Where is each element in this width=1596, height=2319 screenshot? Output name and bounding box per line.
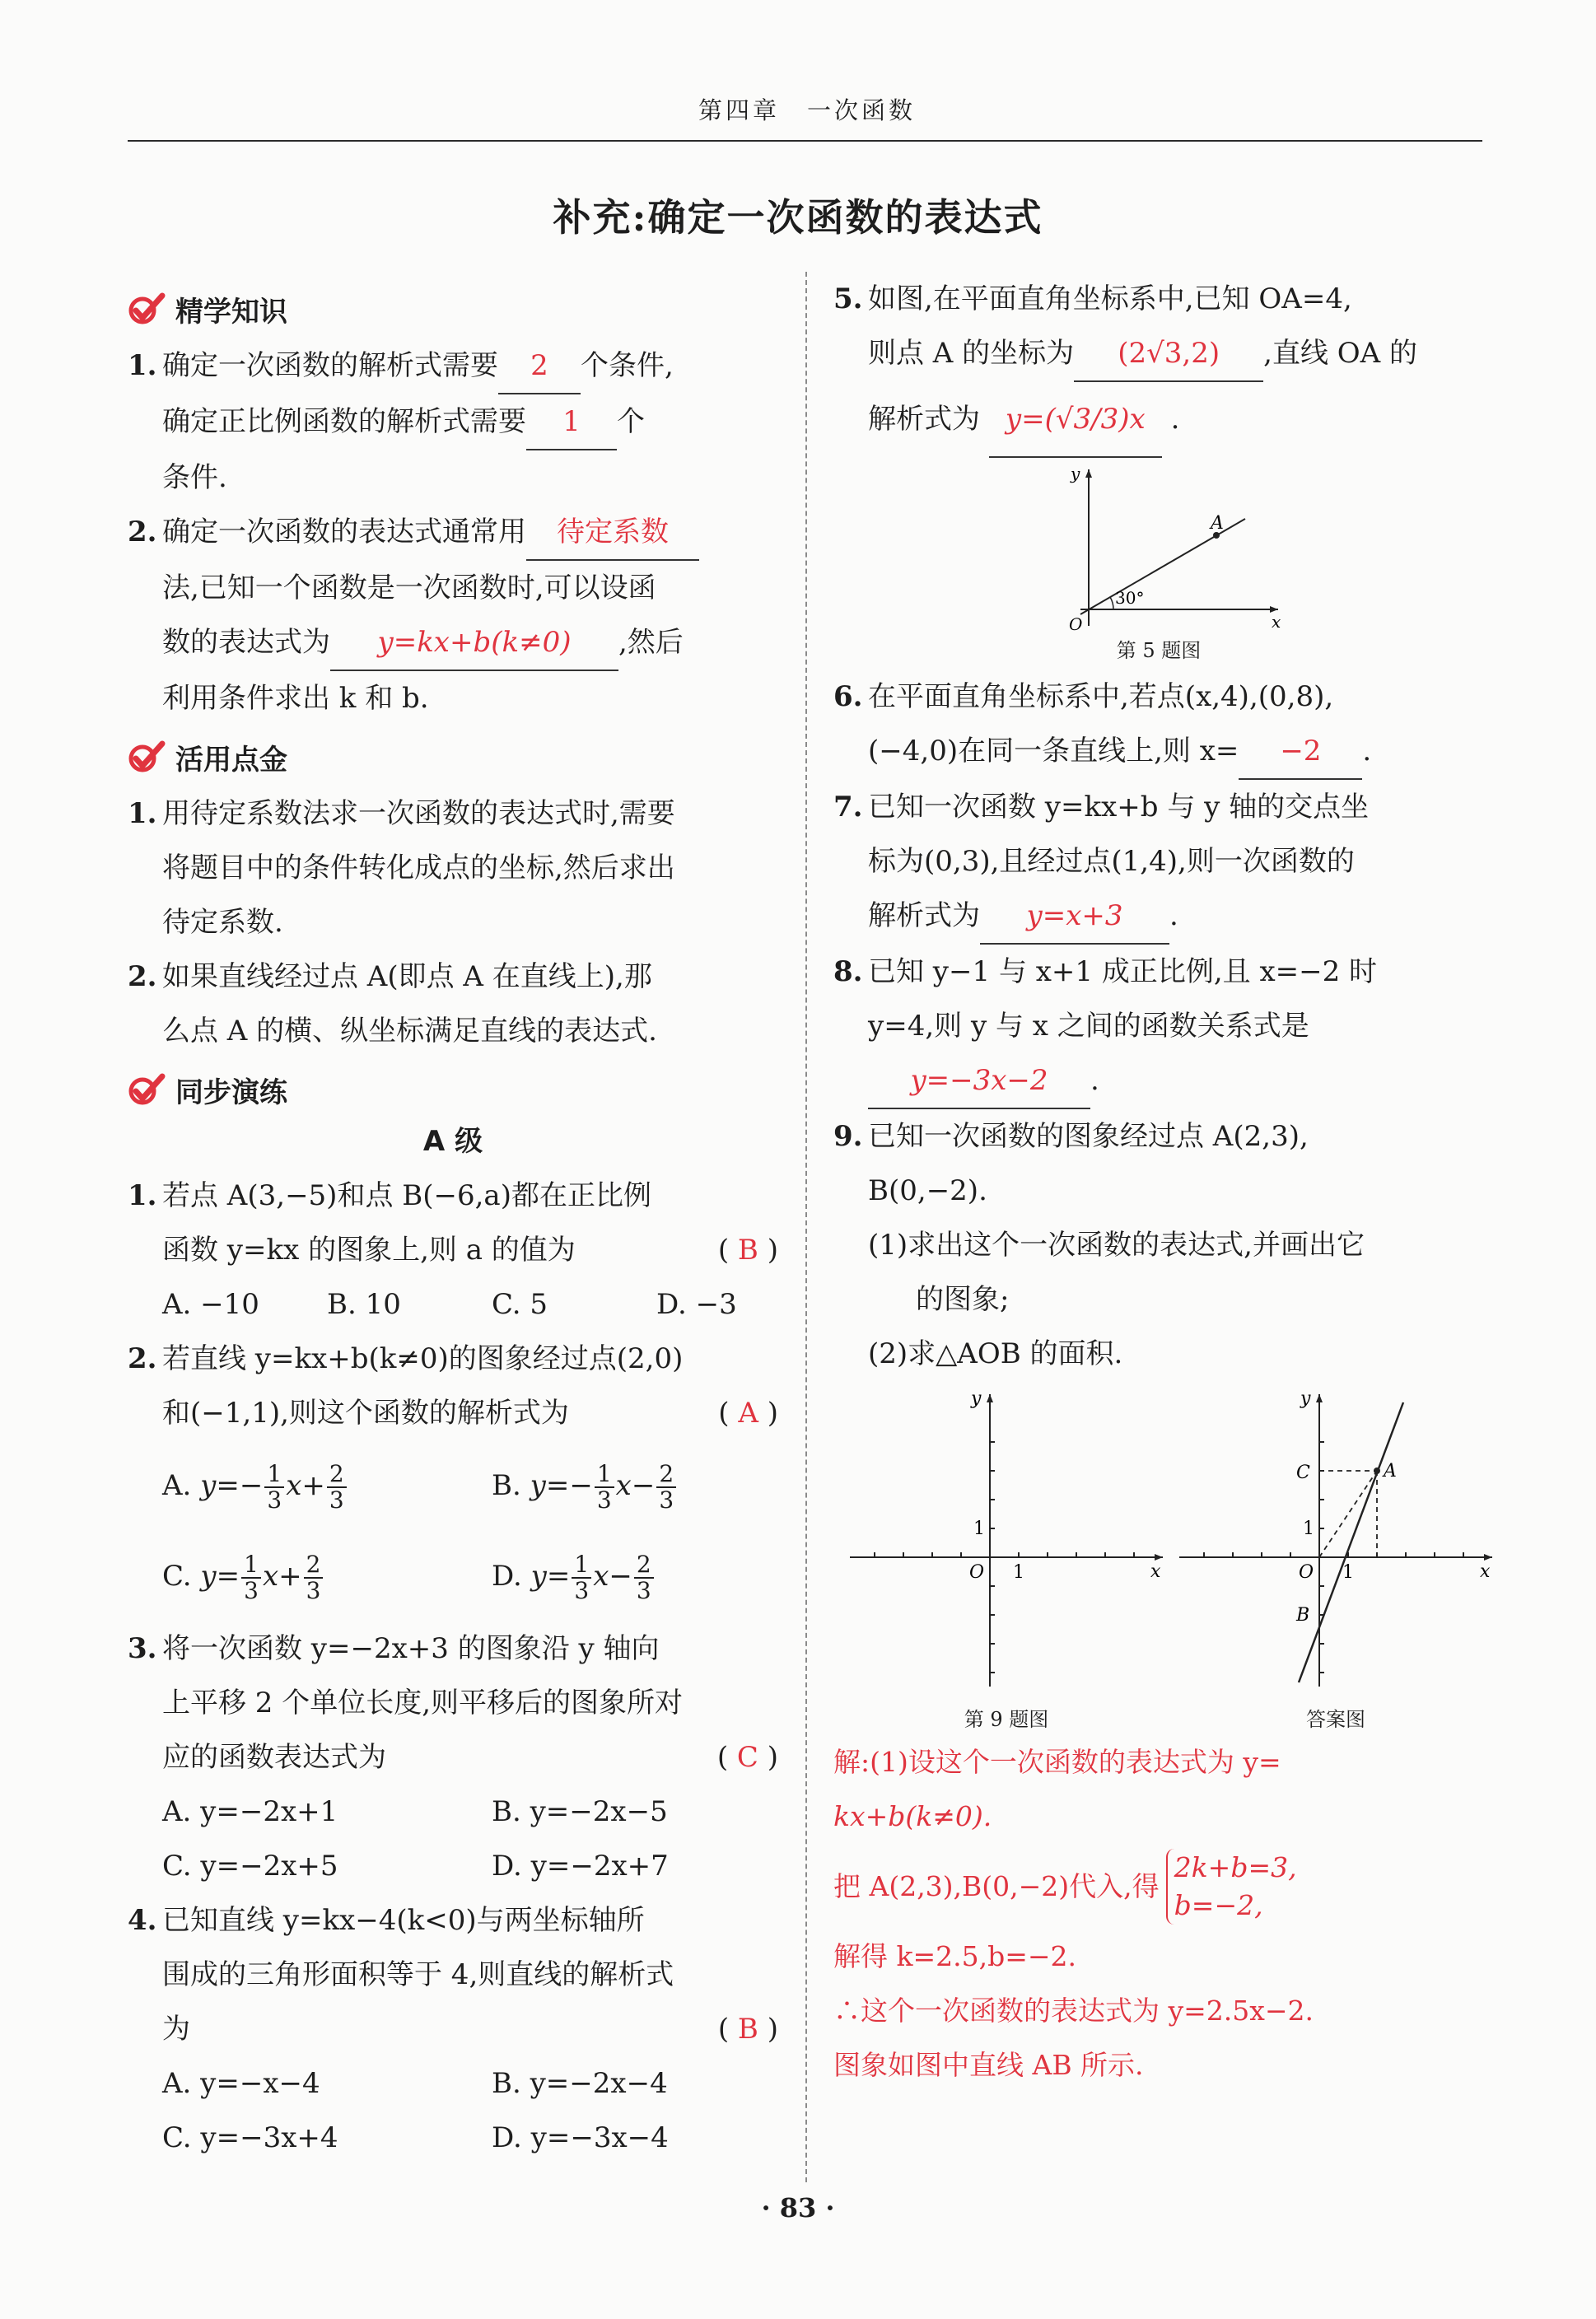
options-row: C. y=−2x+5 D. y=−2x+7 [162,1850,669,1883]
column-divider [805,272,807,2182]
answer-blank: 1 [526,394,617,450]
options-row: A. −10 B. 10 C. 5 D. −3 [162,1288,737,1321]
answer-blank: y=kx+b(k≠0) [330,615,618,671]
svg-text:O: O [969,1562,985,1583]
section-heading-practice [128,1065,778,1114]
answer-blank: y=x+3 [980,889,1169,945]
options-row: C. y= $\frac{1}{3}$ x+ $\frac{2}{3}$ D. y= $\frac{1}{3}$ x− $\frac{2}{3}$ [128,1531,778,1621]
chapter-header: 第四章 一次函数 [698,96,916,124]
svg-text:30°: 30° [1115,588,1145,608]
answer-choice: A [738,1397,758,1430]
answer-choice: B [737,1234,758,1267]
answer-choice: B [737,2013,758,2046]
solution-block: 解:(1)设这个一次函数的表达式为 y= kx+b(k≠0). 把 A(2,3),B(0,−2)代入,得 2k+b=3, b=−2, 解得 k=2.5,b=−2. ∴这个一次函数的表达式为 y=2.5x−2. 图象如图中直线 AB 所示. [833,1746,1314,2081]
question-3: 3. 将一次函数 y=−2x+3 的图象沿 y 轴向 [128,1632,660,1665]
page-title: 补充:确定一次函数的表达式 [553,195,1043,240]
tip-item-1: 1. 用待定系数法求一次函数的表达式时,需要 [128,797,675,830]
svg-text:1: 1 [973,1519,985,1539]
section-title: 精学知识 [175,295,287,329]
checkmark-icon [128,1073,166,1106]
options-row: A. y=− $\frac{1}{3}$ x+ $\frac{2}{3}$ B. y=− $\frac{1}{3}$ x− $\frac{2}{3}$ [128,1440,778,1531]
answer-blank: (2√3,2) [1074,326,1263,382]
svg-text:y: y [971,1388,982,1409]
question-1: 1. 若点 A(3,−5)和点 B(−6,a)都在正比例 [128,1179,651,1212]
page-number: · 83 · [761,2192,835,2223]
options-row: A. y=−2x+1 B. y=−2x−5 [162,1795,668,1828]
level-label: A 级 [422,1125,483,1158]
answer-blank: 2 [498,338,581,394]
tip-item-2: 2. 如果直线经过点 A(即点 A 在直线上),那 [128,960,652,993]
question-2: 2. 若直线 y=kx+b(k≠0)的图象经过点(2,0) [128,1342,684,1375]
checkmark-icon [128,740,166,773]
svg-text:O: O [1299,1562,1314,1583]
left-column: 精学知识 1. 确定一次函数的解析式需要 2 个条件, 确定正比例函数的解析式需要 1 个 条件. 2. 确定一次函数的表达式通常用 待定系数 法,已知一个函数是一次函数时,可以设函 数的表达式为 y=kx+b(k≠0) ,然后 利用条件求出 k 和 b. 活用点金 1. 用待定系数法求一次函数的表达式时,需要 将题目中的条件转化成点的坐标,然后求出 待定系数. 2. 如果直线经过点 A(即点 A 在直线上),那 么点 A 的横、纵坐标满足直线的表达式. 同步演练 A 级 1. 若点 A(3,−5)和点 B(−6,a)都在正比例 函数 y=kx 的图象上,则 a 的值为 ( B ) A. −10 B. 10 C. 5 D. −3 2. 若直线 y=kx+b(k≠0)的图象经过点(2,0) 和(−1,1),则这个函数的解析式为 ( A ) A. y=− $\frac{1}{3}$ x+ $\frac{2}{3}$ B. y=− $\frac{1}{3}$ x− $\frac{2}{3}$ C. y= $\frac{1}{3}$ x+ $\frac{2}{3}$ D. y= $\frac{1}{3}$ x− $\frac{2}{3}$ 3. 将一次函数 y=−2x+3 的图象沿 y 轴向 上平移 2 个单位长度,则平移后的图象所对 应的函数表达式为 ( C ) A. y=−2x+1 B. y=−2x−5 C. y=−2x+5 D. y=−2x+7 4. 已知直线 y=kx−4(k<0)与两坐标轴所 围成的三角形面积等于 4,则直线的解析式 为 ( B ) A. y=−x−4 B. y=−2x−4 C. y=−3x+4 D. y=−3x−4 [128,284,778,2165]
figure-caption: 答案图 [1306,1708,1365,1731]
svg-text:y: y [1300,1388,1311,1409]
right-column: 5. 如图,在平面直角坐标系中,已知 OA=4, 则点 A 的坐标为 (2√3,2) ,直线 OA 的 解析式为 y=(√3/3)x . A 30° O x y 第 5 题图 6. 在平面直角坐标系中,若点(x,4),(0,8), (−4,0)在同一条直线上,则 x= −2 . 7. 已知一次函数 y=kx+b 与 y 轴的交点坐 标为(0,3),且经过点(1,4),则一次函数的 解析式为 y=x+3 . 8. 已知 y−1 与 x+1 成正比例,且 x=−2 时 y=4,则 y 与 x 之间的函数关系式是 y=−3x−2 . 9. 已知一次函数的图象经过点 A(2,3), B(0,−2). (1)求出这个一次函数的表达式,并画出它 的图象; (2)求△AOB 的面积. O 1 1 x y A C B O 1 1 x y 第 9 题图 答案图 解:(1)设这个一次函数的表达式为 y= kx+b(k≠0). 把 A(2,3),B(0,−2)代入,得 2k+b=3, b=−2, 解得 k=2.5,b=−2. ∴这个一次函数的表达式为 y=2.5x−2. 图象如图中直线 AB 所示. [833,272,1484,2093]
section-heading-knowledge [128,284,778,334]
section-heading-tips [128,732,778,782]
figure-answer-graph [1171,1386,1500,1699]
question-6: 6. 在平面直角坐标系中,若点(x,4),(0,8), [833,680,1334,713]
options-row: C. y=−3x+4 D. y=−3x−4 [162,2121,669,2154]
answer-blank: y=(√3/3)x [989,382,1162,458]
checkmark-icon [128,292,166,325]
svg-text:x: x [1480,1561,1491,1582]
svg-text:A: A [1211,513,1224,534]
question-9: 9. 已知一次函数的图象经过点 A(2,3), [833,1120,1309,1153]
header-rule [128,140,1482,142]
question-5: 5. 如图,在平面直角坐标系中,已知 OA=4, [833,282,1352,315]
svg-text:1: 1 [1342,1562,1354,1583]
svg-text:O: O [1069,614,1083,634]
question-8: 8. 已知 y−1 与 x+1 成正比例,且 x=−2 时 [833,955,1378,988]
svg-text:C: C [1296,1463,1310,1483]
svg-text:B: B [1296,1605,1310,1626]
answer-choice: C [736,1741,758,1774]
svg-text:1: 1 [1013,1562,1024,1583]
section-title: 同步演练 [175,1076,287,1109]
svg-text:A: A [1384,1461,1397,1481]
section-title: 活用点金 [175,743,287,777]
figures-q9 [833,1386,1491,1732]
figure-caption: 第 5 题图 [1116,639,1202,662]
figure-caption: 第 9 题图 [964,1708,1049,1731]
svg-text:x: x [1150,1561,1161,1582]
question-4: 4. 已知直线 y=kx−4(k<0)与两坐标轴所 [128,1904,645,1937]
answer-blank: y=−3x−2 [868,1053,1090,1109]
options-row: A. y=−x−4 B. y=−2x−4 [162,2067,668,2100]
figure-q5 [1056,461,1286,634]
answer-blank: 待定系数 [526,505,699,561]
knowledge-item-2: 2. 确定一次函数的表达式通常用 待定系数 [128,505,778,561]
figure-q9-grid [842,1386,1171,1699]
svg-text:y: y [1071,464,1080,483]
answer-blank: −2 [1239,724,1362,780]
svg-text:1: 1 [1303,1519,1314,1539]
svg-text:x: x [1272,612,1281,632]
question-7: 7. 已知一次函数 y=kx+b 与 y 轴的交点坐 [833,791,1370,824]
knowledge-item-1: 1. 确定一次函数的解析式需要 2 个条件, [128,338,778,394]
